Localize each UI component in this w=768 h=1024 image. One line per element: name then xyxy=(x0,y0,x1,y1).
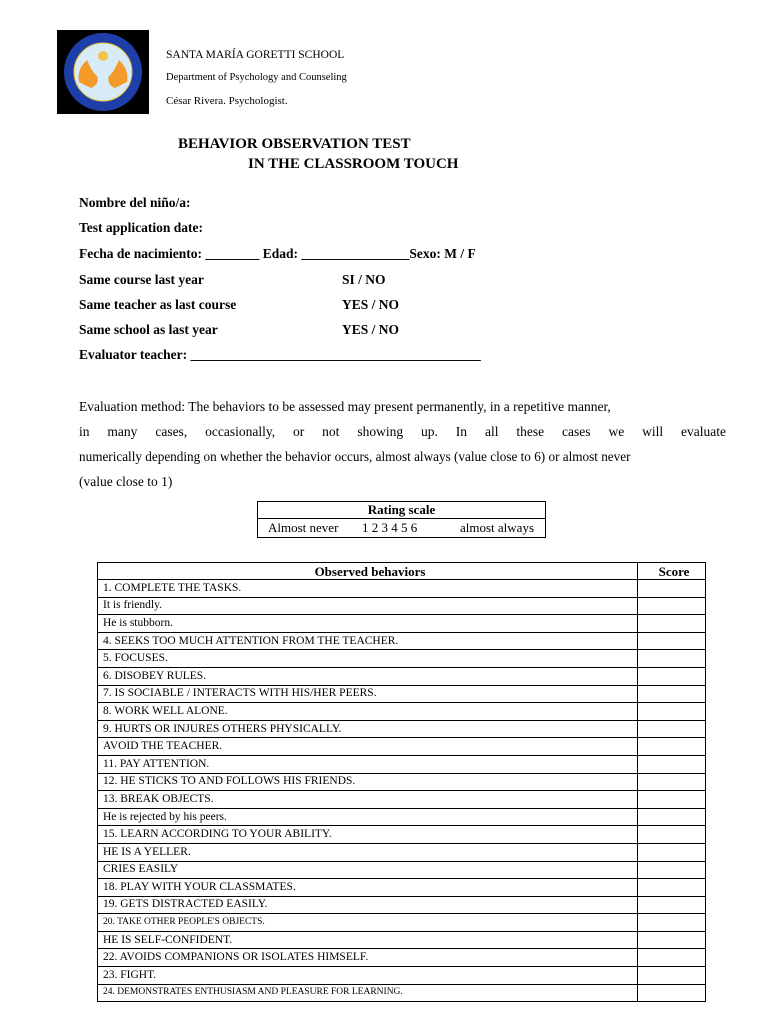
score-cell[interactable] xyxy=(638,650,706,668)
behavior-cell: It is friendly. xyxy=(98,597,638,615)
table-row xyxy=(98,685,706,703)
table-row xyxy=(98,914,706,932)
score-cell[interactable] xyxy=(638,967,706,985)
table-row xyxy=(98,667,706,685)
table-row xyxy=(98,949,706,967)
table-row xyxy=(98,843,706,861)
table-row xyxy=(98,984,706,1002)
rating-scale-title: Rating scale xyxy=(258,502,545,519)
table-row xyxy=(98,755,706,773)
rating-scale-left: Almost never xyxy=(268,520,339,535)
table-row xyxy=(98,632,706,650)
score-cell[interactable] xyxy=(638,755,706,773)
behavior-cell: 4. SEEKS TOO MUCH ATTENTION FROM THE TEACHER. xyxy=(98,632,638,650)
behavior-cell: He is rejected by his peers. xyxy=(98,808,638,826)
psychologist-name: César Rivera. Psychologist. xyxy=(166,95,288,107)
table-row xyxy=(98,826,706,844)
same-teacher-label: Same teacher as last course xyxy=(79,297,237,312)
score-cell[interactable] xyxy=(638,949,706,967)
score-cell[interactable] xyxy=(638,632,706,650)
behavior-cell: 9. HURTS OR INJURES OTHERS PHYSICALLY. xyxy=(98,720,638,738)
score-cell[interactable] xyxy=(638,984,706,1002)
rating-scale-body xyxy=(258,519,545,537)
behavior-cell: 11. PAY ATTENTION. xyxy=(98,755,638,773)
behavior-cell: CRIES EASILY xyxy=(98,861,638,879)
birth-age-sex-field: Fecha de nacimiento: ________ Edad: ________________Sexo: M / F xyxy=(79,246,476,261)
score-cell[interactable] xyxy=(638,791,706,809)
table-row xyxy=(98,650,706,668)
behavior-cell: 15. LEARN ACCORDING TO YOUR ABILITY. xyxy=(98,826,638,844)
same-school-label: Same school as last year xyxy=(79,322,218,337)
behavior-cell: 18. PLAY WITH YOUR CLASSMATES. xyxy=(98,879,638,897)
method-line-3: numerically depending on whether the behavior occurs, almost always (value close to 6) or almost never xyxy=(79,449,631,464)
table-row xyxy=(98,720,706,738)
test-date-field: Test application date: xyxy=(79,220,204,235)
score-cell[interactable] xyxy=(638,896,706,914)
same-teacher-value: YES / NO xyxy=(342,297,400,312)
score-cell[interactable] xyxy=(638,597,706,615)
table-row xyxy=(98,773,706,791)
score-cell[interactable] xyxy=(638,580,706,598)
evaluator-field: Evaluator teacher: ___________________________________________ xyxy=(79,347,481,362)
table-row xyxy=(98,931,706,949)
score-cell[interactable] xyxy=(638,931,706,949)
behavior-cell: 12. HE STICKS TO AND FOLLOWS HIS FRIENDS. xyxy=(98,773,638,791)
score-cell[interactable] xyxy=(638,808,706,826)
table-row xyxy=(98,580,706,598)
behavior-cell: 6. DISOBEY RULES. xyxy=(98,667,638,685)
header-observed-behaviors: Observed behaviors xyxy=(98,563,638,580)
behavior-cell: HE IS SELF-CONFIDENT. xyxy=(98,931,638,949)
department-name: Department of Psychology and Counseling xyxy=(166,72,347,83)
title-line-1: BEHAVIOR OBSERVATION TEST xyxy=(178,136,411,152)
method-line-1: Evaluation method: The behaviors to be assessed may present permanently, in a repetitive manner, xyxy=(79,399,611,414)
table-row xyxy=(98,615,706,633)
table-row xyxy=(98,791,706,809)
behavior-cell: 1. COMPLETE THE TASKS. xyxy=(98,580,638,598)
behavior-cell: He is stubborn. xyxy=(98,615,638,633)
table-row xyxy=(98,879,706,897)
score-cell[interactable] xyxy=(638,879,706,897)
score-cell[interactable] xyxy=(638,720,706,738)
table-header-row xyxy=(98,563,706,580)
table-row xyxy=(98,808,706,826)
behavior-cell: 5. FOCUSES. xyxy=(98,650,638,668)
table-row xyxy=(98,738,706,756)
table-row xyxy=(98,703,706,721)
child-name-field: Nombre del niño/a: xyxy=(79,195,191,210)
score-cell[interactable] xyxy=(638,615,706,633)
behavior-cell: 24. DEMONSTRATES ENTHUSIASM AND PLEASURE FOR LEARNING. xyxy=(98,984,638,1002)
score-cell[interactable] xyxy=(638,914,706,932)
behavior-cell: 7. IS SOCIABLE / INTERACTS WITH HIS/HER PEERS. xyxy=(98,685,638,703)
table-row xyxy=(98,967,706,985)
school-logo xyxy=(57,30,149,114)
same-course-value: SI / NO xyxy=(342,272,386,287)
method-line-4: (value close to 1) xyxy=(79,474,173,489)
behavior-cell: AVOID THE TEACHER. xyxy=(98,738,638,756)
rating-scale-box xyxy=(257,501,546,538)
same-school-value: YES / NO xyxy=(342,322,400,337)
table-row xyxy=(98,896,706,914)
score-cell[interactable] xyxy=(638,685,706,703)
score-cell[interactable] xyxy=(638,773,706,791)
same-course-label: Same course last year xyxy=(79,272,204,287)
header-score: Score xyxy=(638,563,706,580)
behavior-cell: HE IS A YELLER. xyxy=(98,843,638,861)
behavior-cell: 13. BREAK OBJECTS. xyxy=(98,791,638,809)
behavior-cell: 8. WORK WELL ALONE. xyxy=(98,703,638,721)
table-row xyxy=(98,861,706,879)
behavior-cell: 20. TAKE OTHER PEOPLE'S OBJECTS. xyxy=(98,914,638,932)
rating-scale-right: almost always xyxy=(460,520,535,535)
table-row xyxy=(98,597,706,615)
score-cell[interactable] xyxy=(638,667,706,685)
behavior-cell: 22. AVOIDS COMPANIONS OR ISOLATES HIMSELF. xyxy=(98,949,638,967)
score-cell[interactable] xyxy=(638,826,706,844)
rating-scale-numbers: 1 2 3 4 5 6 xyxy=(362,520,418,535)
behavior-cell: 19. GETS DISTRACTED EASILY. xyxy=(98,896,638,914)
school-name: SANTA MARÍA GORETTI SCHOOL xyxy=(166,49,345,61)
title-line-2: IN THE CLASSROOM TOUCH xyxy=(248,156,459,172)
score-cell[interactable] xyxy=(638,843,706,861)
behavior-cell: 23. FIGHT. xyxy=(98,967,638,985)
score-cell[interactable] xyxy=(638,703,706,721)
score-cell[interactable] xyxy=(638,861,706,879)
score-cell[interactable] xyxy=(638,738,706,756)
behaviors-table xyxy=(97,562,706,1002)
method-line-2: in many cases, occasionally, or not showing up. In all these cases we will evaluate xyxy=(79,424,726,439)
